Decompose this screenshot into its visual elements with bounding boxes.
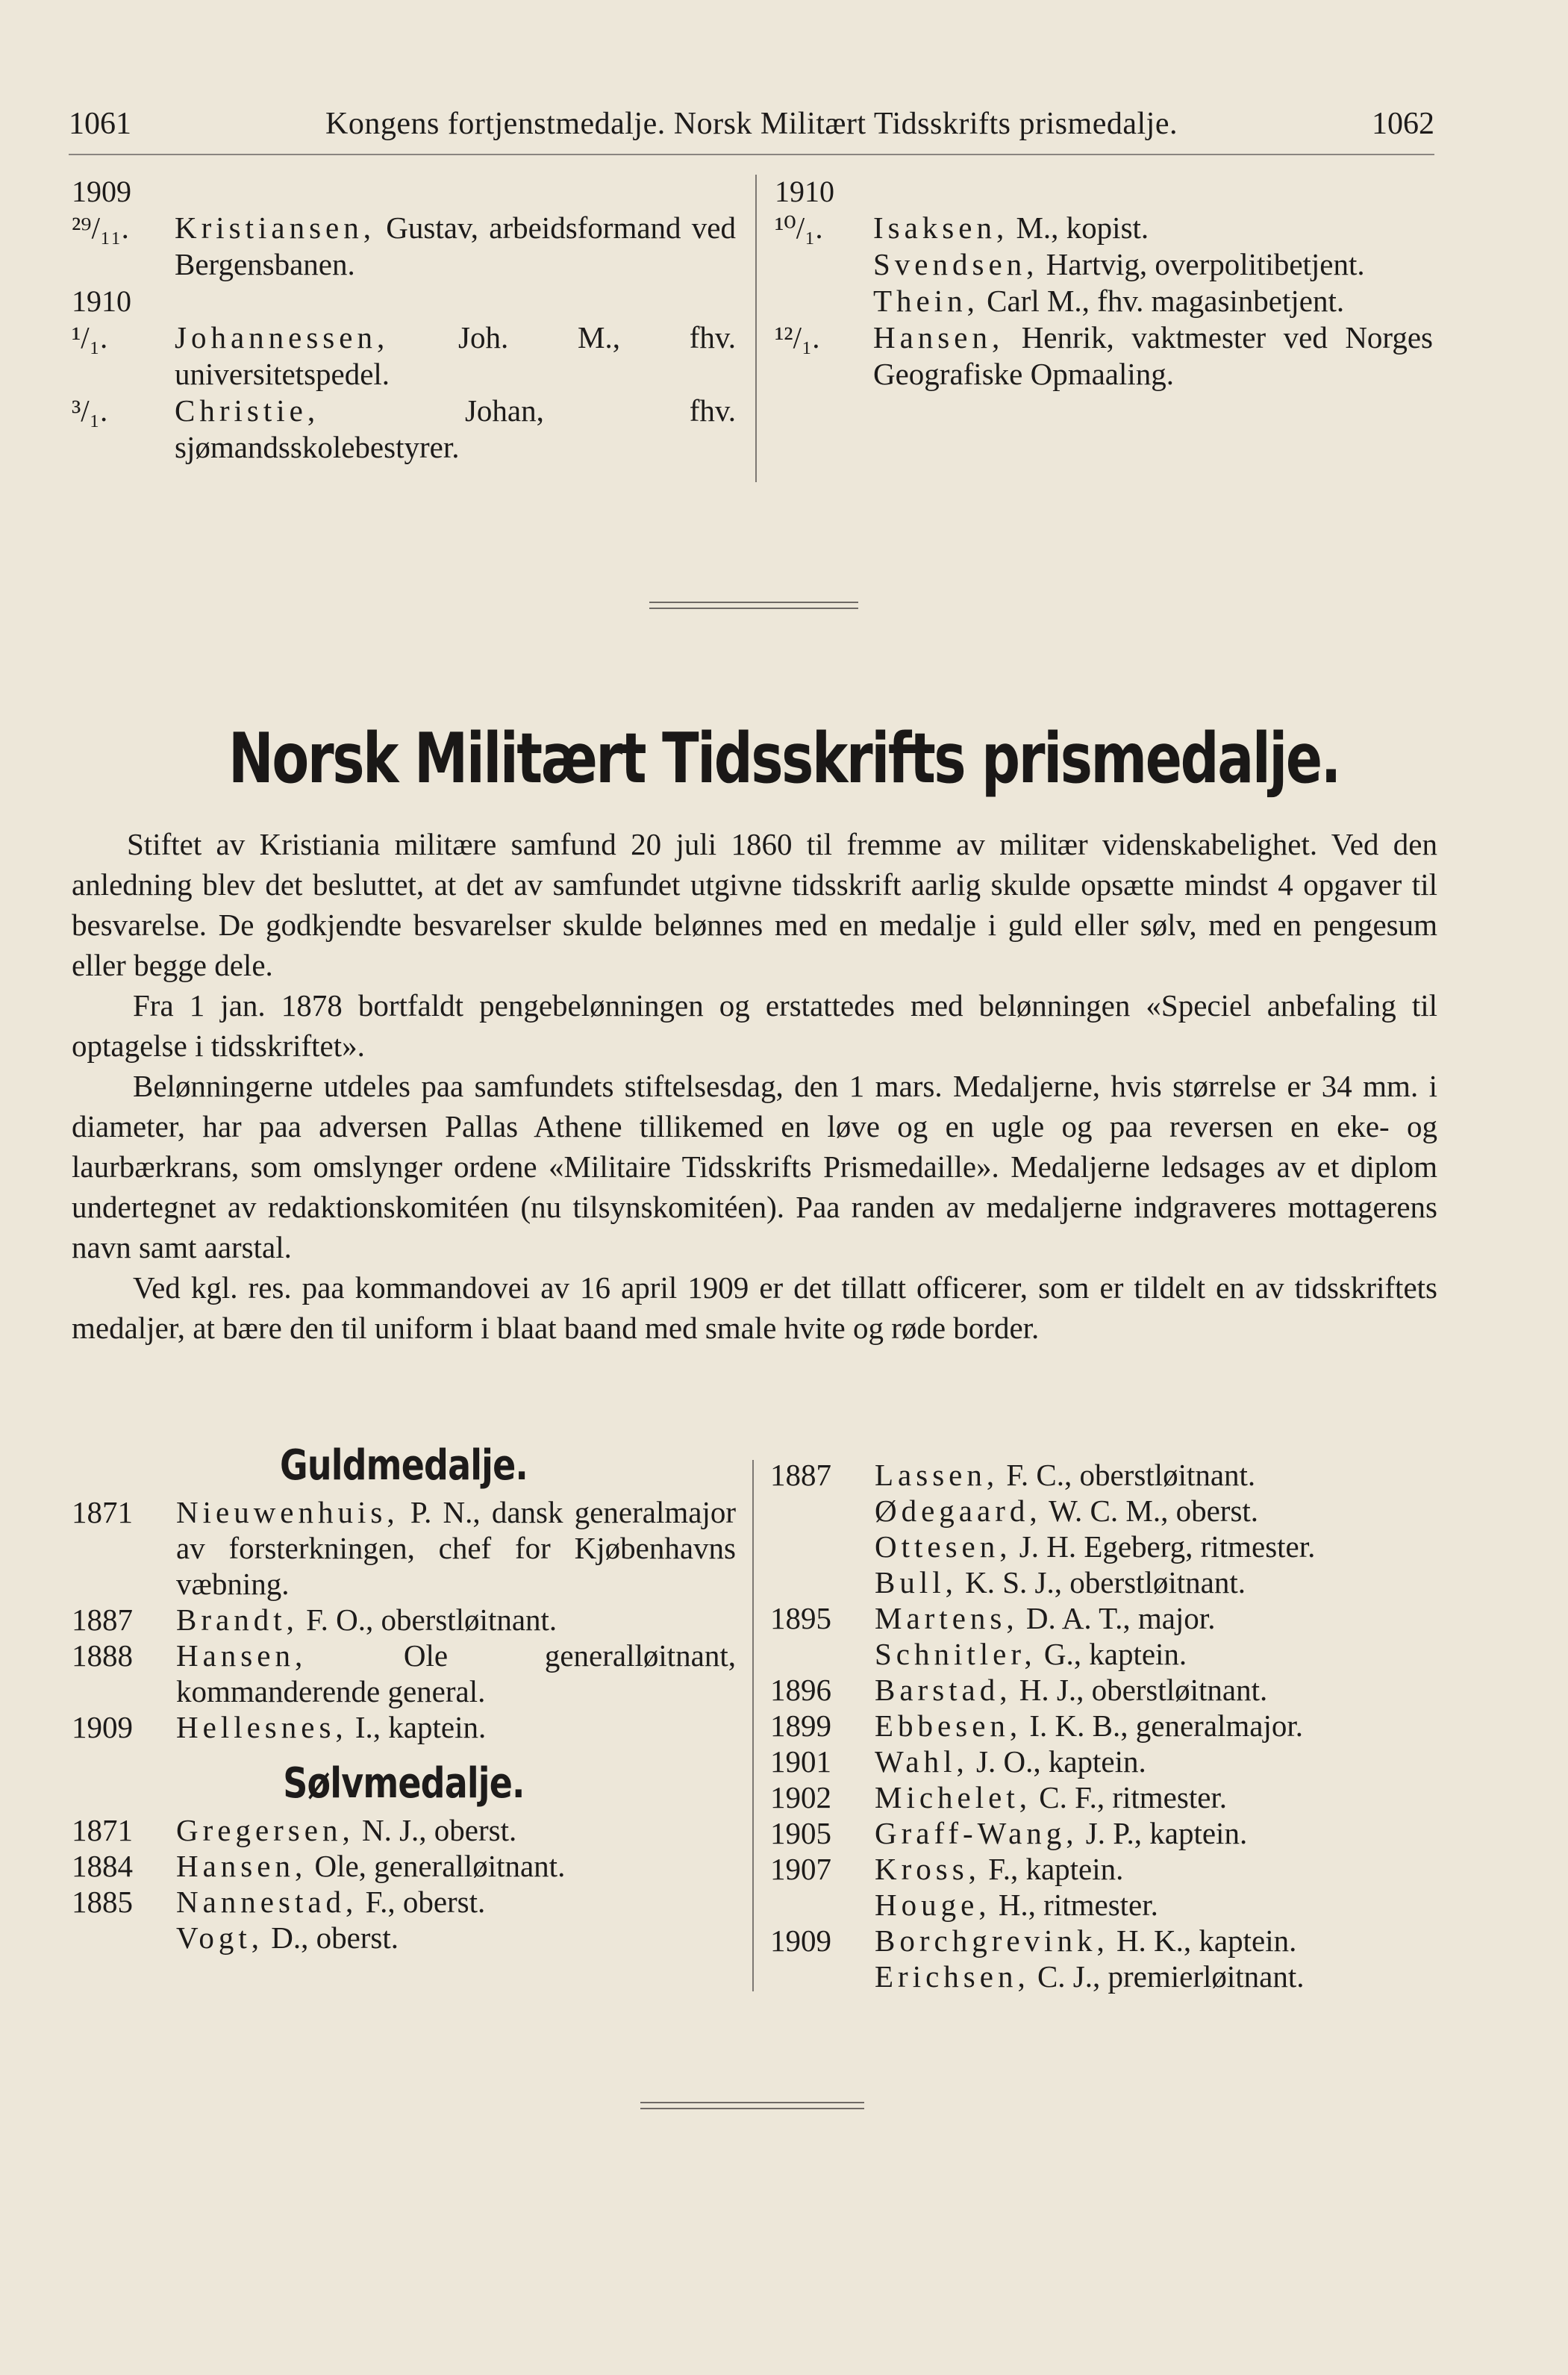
medal-list-right	[770, 1457, 1436, 1994]
entry-year: 1884	[72, 1849, 133, 1883]
entry-name: Svendsen,	[873, 247, 1039, 281]
medal-list-left	[72, 1441, 736, 1956]
entry-name: Vogt,	[176, 1920, 263, 1955]
entry-text: G., kaptein.	[1036, 1637, 1187, 1671]
section-title: Norsk Militært Tidsskrifts prismedalje.	[228, 718, 1340, 799]
entry-text: D. A. T., major.	[1018, 1601, 1216, 1635]
year-heading: 1910	[775, 175, 834, 208]
entry-text: M., kopist.	[1008, 210, 1149, 245]
entry-year: 1887	[72, 1602, 133, 1637]
entry-text: F. C., oberstløitnant.	[999, 1458, 1256, 1492]
entry-year: 1888	[72, 1638, 133, 1673]
list-item	[775, 319, 1433, 393]
entry-text: Johan, fhv. sjømandsskolebestyrer.	[175, 393, 736, 464]
column-divider	[755, 175, 757, 482]
header-rule	[69, 154, 1434, 155]
entry-date	[775, 246, 873, 283]
entry-year: 1871	[72, 1813, 133, 1847]
list-item	[72, 1638, 736, 1709]
entry-year: 1887	[770, 1458, 831, 1492]
paragraph: Stiftet av Kristiania militære samfund 20 juli 1860 til fremme av militær videnskabelighet. Ved den anledning blev det besluttet, at det av samfundet utgivne tidsskrift aarlig skulde opsætte mindst 4 opgaver til besvarelse. De godkjendte besvarelser skulde belønnes med en medalje i guld eller sølv, med en pengesum eller begge dele.	[72, 827, 1437, 982]
page-number-left: 1061	[69, 107, 131, 141]
entry-name: Borchgrevink,	[875, 1923, 1109, 1958]
entry-name: Nannestad,	[176, 1885, 358, 1919]
section-divider	[640, 2102, 864, 2103]
list-item	[72, 1812, 736, 1848]
list-item	[72, 393, 736, 466]
entry-text: P. N., dansk generalmajor av forsterkningen, chef for Kjøbenhavns væbning.	[176, 1495, 736, 1601]
entry-year: 1909	[770, 1923, 831, 1958]
list-item	[770, 1779, 1436, 1815]
entry-text: J. O., kaptein.	[968, 1744, 1146, 1779]
entry-text: H., ritmester.	[990, 1888, 1158, 1922]
entry-year: 1907	[770, 1852, 831, 1886]
list-item	[72, 1920, 736, 1956]
entry-text: Joh. M., fhv. universitetspedel.	[175, 320, 736, 391]
gold-medal-heading: Guldmedalje.	[279, 1441, 528, 1490]
section-divider	[649, 608, 858, 609]
entry-name: Ødegaard,	[875, 1494, 1042, 1528]
entry-name: Wahl,	[875, 1744, 969, 1779]
year-heading: 1909	[72, 175, 131, 208]
entry-name: Nieuwenhuis,	[176, 1495, 399, 1529]
entry-date: ¹⁰/₁.	[775, 210, 823, 245]
entry-name: Houge,	[875, 1888, 991, 1922]
entry-year: 1899	[770, 1708, 831, 1743]
list-item	[72, 1494, 736, 1602]
entry-name: Schnitler,	[875, 1637, 1037, 1671]
entry-year: 1871	[72, 1495, 133, 1529]
entry-text: Hartvig, overpolitibetjent.	[1038, 247, 1365, 281]
list-item	[72, 319, 736, 393]
entry-text: I. K. B., generalmajor.	[1022, 1708, 1304, 1743]
entry-text: N. J., oberst.	[354, 1813, 517, 1847]
entry-text: Henrik, vaktmester ved Norges Geografiske Opmaaling.	[873, 320, 1433, 391]
entry-name: Isaksen,	[873, 210, 1009, 245]
entry-name: Hansen,	[873, 320, 1005, 355]
list-item	[770, 1457, 1436, 1493]
entry-year	[770, 1529, 875, 1564]
paragraph: Fra 1 jan. 1878 bortfaldt pengebelønningen og erstattedes med belønningen «Speciel anbefaling til optagelse i tidsskriftet».	[72, 988, 1437, 1063]
list-item	[770, 1887, 1436, 1923]
entry-year: 1901	[770, 1744, 831, 1779]
entry-name: Brandt,	[176, 1602, 299, 1637]
entry-year: 1905	[770, 1816, 831, 1850]
entry-date	[775, 283, 873, 319]
entry-text: K. S. J., oberstløitnant.	[957, 1565, 1246, 1600]
entry-year	[770, 1959, 875, 1994]
running-title: Kongens fortjenstmedalje. Norsk Militært Tidsskrifts prismedalje.	[325, 107, 1178, 141]
entry-text: Ole, generalløitnant.	[307, 1849, 566, 1883]
list-item	[775, 246, 1433, 283]
entry-year	[770, 1493, 875, 1529]
entry-text: D., oberst.	[263, 1920, 399, 1955]
entry-name: Bull,	[875, 1565, 958, 1600]
entry-name: Martens,	[875, 1601, 1019, 1635]
entry-name: Gregersen,	[176, 1813, 354, 1847]
entry-year	[770, 1564, 875, 1600]
list-item	[770, 1600, 1436, 1636]
section-divider	[649, 602, 858, 603]
list-item	[770, 1744, 1436, 1779]
entry-name: Thein,	[873, 284, 979, 318]
entry-date: ¹²/₁.	[775, 320, 820, 355]
entry-name: Hellesnes,	[176, 1710, 348, 1744]
list-item	[72, 1884, 736, 1920]
silver-medal-heading: Sølvmedalje.	[283, 1759, 525, 1808]
entry-year	[72, 1920, 176, 1956]
entry-text: W. C. M., oberst.	[1041, 1494, 1259, 1528]
list-item	[72, 210, 736, 283]
entry-year	[770, 1636, 875, 1672]
list-item	[770, 1851, 1436, 1887]
paragraph: Belønningerne utdeles paa samfundets stiftelsesdag, den 1 mars. Medaljerne, hvis størrelse er 34 mm. i diameter, har paa adversen Pallas Athene tillikemed en løve og en ugle og paa reversen en eke- og laurbærkrans, som omslynger ordene «Militaire Tidsskrifts Prismedaille». Medaljerne ledsages av et diplom undertegnet av redaktionskomitéen (nu tilsynskomitéen). Paa randen av medaljerne indgraveres mottagerens navn samt aarstal.	[72, 1069, 1437, 1264]
entry-name: Hansen,	[176, 1638, 307, 1673]
list-item	[72, 1602, 736, 1638]
entry-text: I., kaptein.	[347, 1710, 487, 1744]
entry-name: Hansen,	[176, 1849, 307, 1883]
list-item	[72, 1709, 736, 1745]
entry-name: Graff-Wang,	[875, 1816, 1078, 1850]
entry-text: H. K., kaptein.	[1108, 1923, 1297, 1958]
entry-name: Ebbesen,	[875, 1708, 1022, 1743]
year-heading: 1910	[72, 284, 131, 318]
entry-year	[770, 1887, 875, 1923]
running-header	[69, 106, 1434, 151]
list-item	[770, 1636, 1436, 1672]
list-item	[770, 1564, 1436, 1600]
entry-name: Johannessen,	[175, 320, 390, 355]
column-divider	[752, 1460, 754, 1991]
entry-year: 1896	[770, 1673, 831, 1707]
list-item	[775, 283, 1433, 319]
entry-year: 1909	[72, 1710, 133, 1744]
top-right-column	[775, 173, 1433, 393]
entry-year: 1902	[770, 1780, 831, 1814]
entry-name: Barstad,	[875, 1673, 1012, 1707]
entry-text: F. O., oberstløitnant.	[298, 1602, 557, 1637]
entry-name: Kross,	[875, 1852, 981, 1886]
entry-text: C. J., premierløitnant.	[1029, 1959, 1305, 1994]
list-item	[770, 1529, 1436, 1564]
list-item	[72, 1848, 736, 1884]
entry-date: ¹/₁.	[72, 320, 108, 355]
entry-text: Gustav, arbeidsformand ved Bergensbanen.	[175, 210, 736, 281]
list-item	[770, 1708, 1436, 1744]
entry-text: Ole generalløitnant, kommanderende general.	[176, 1638, 736, 1708]
entry-year: 1885	[72, 1885, 133, 1919]
list-item	[770, 1672, 1436, 1708]
section-divider	[640, 2108, 864, 2109]
list-item	[770, 1959, 1436, 1994]
entry-name: Ottesen,	[875, 1529, 1012, 1564]
entry-name: Christie,	[175, 393, 320, 428]
entry-date: ³/₁.	[72, 393, 108, 428]
entry-name: Lassen,	[875, 1458, 999, 1492]
entry-name: Michelet,	[875, 1780, 1031, 1814]
entry-name: Kristiansen,	[175, 210, 375, 245]
list-item	[770, 1815, 1436, 1851]
page-number-right: 1062	[1372, 107, 1434, 141]
entry-text: H. J., oberstløitnant.	[1011, 1673, 1268, 1707]
list-item	[770, 1493, 1436, 1529]
entry-text: C. F., ritmester.	[1031, 1780, 1228, 1814]
entry-year: 1895	[770, 1601, 831, 1635]
entry-text: J. H. Egeberg, ritmester.	[1011, 1529, 1316, 1564]
paragraph: Ved kgl. res. paa kommandovei av 16 april 1909 er det tillatt officerer, som er tildelt en av tidsskriftets medaljer, at bære den til uniform i blaat baand med smale hvite og røde border.	[72, 1270, 1437, 1345]
list-item	[775, 210, 1433, 246]
entry-name: Erichsen,	[875, 1959, 1030, 1994]
entry-text: Carl M., fhv. magasinbetjent.	[978, 284, 1345, 318]
entry-date: ²⁹/₁₁.	[72, 210, 129, 245]
entry-text: J. P., kaptein.	[1078, 1816, 1248, 1850]
entry-text: F., oberst.	[357, 1885, 486, 1919]
entry-text: F., kaptein.	[980, 1852, 1124, 1886]
top-left-column	[72, 173, 736, 466]
list-item	[770, 1923, 1436, 1959]
body-text	[72, 824, 1437, 1348]
